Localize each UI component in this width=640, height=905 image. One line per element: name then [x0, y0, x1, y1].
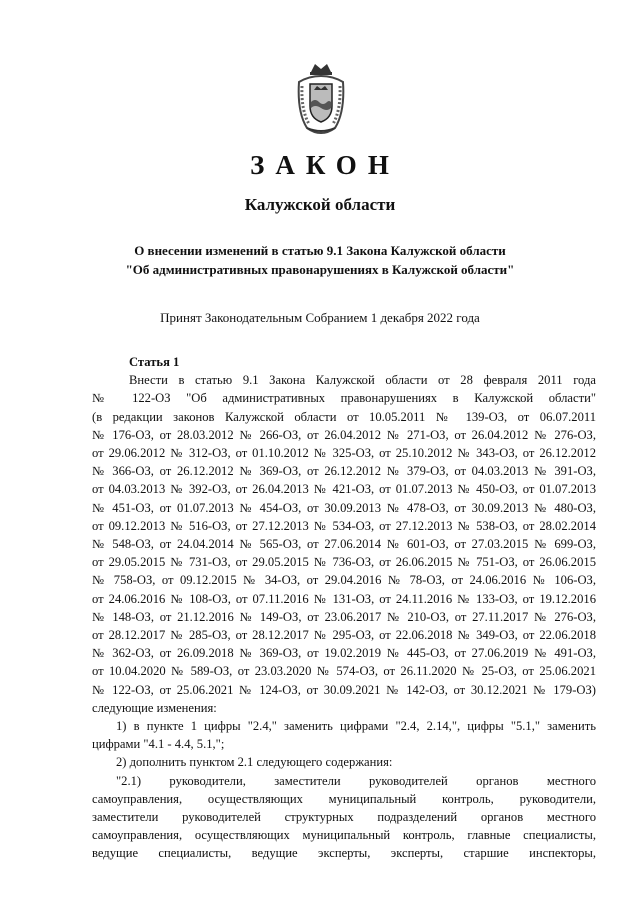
body-line: самоуправления, осуществляющих муниципальный контроль, руководители,: [92, 791, 596, 806]
body-line: № 366-ОЗ, от 26.12.2012 № 369-ОЗ, от 26.12.2012 № 379-ОЗ, от 04.03.2013 № 391-ОЗ,: [92, 464, 596, 479]
document-title: ЗАКОН: [250, 150, 400, 180]
adoption-statement: Принят Законодательным Собранием 1 декабря 2022 года: [160, 310, 480, 325]
body-line: № 122-ОЗ, от 25.06.2021 № 124-ОЗ, от 30.09.2021 № 142-ОЗ, от 30.12.2021 № 179-ОЗ): [92, 682, 596, 697]
body-line: цифрами "4.1 - 4.4, 5.1,";: [92, 737, 225, 752]
body-line: № 451-ОЗ, от 01.07.2013 № 454-ОЗ, от 30.09.2013 № 478-ОЗ, от 30.09.2013 № 480-ОЗ,: [92, 500, 596, 515]
body-line: 2) дополнить пунктом 2.1 следующего содержания:: [116, 755, 393, 770]
subject-line-1: О внесении изменений в статью 9.1 Закона Калужской области: [134, 243, 506, 258]
body-line: (в редакции законов Калужской области от 10.05.2011 № 139-ОЗ, от 06.07.2011: [92, 409, 596, 424]
document-body: [92, 353, 596, 863]
body-line: Внести в статью 9.1 Закона Калужской области от 28 февраля 2011 года: [129, 373, 596, 388]
body-line: № 758-ОЗ, от 09.12.2015 № 34-ОЗ, от 29.04.2016 № 78-ОЗ, от 24.06.2016 № 106-ОЗ,: [92, 573, 596, 588]
body-line: "2.1) руководители, заместители руководителей органов местного: [116, 773, 596, 788]
body-line: № 362-ОЗ, от 26.09.2018 № 369-ОЗ, от 19.02.2019 № 445-ОЗ, от 27.06.2019 № 491-ОЗ,: [92, 646, 596, 661]
body-line: от 09.12.2013 № 516-ОЗ, от 27.12.2013 № 534-ОЗ, от 27.12.2013 № 538-ОЗ, от 28.02.2014: [92, 518, 596, 533]
body-line: от 28.12.2017 № 285-ОЗ, от 28.12.2017 № 295-ОЗ, от 22.06.2018 № 349-ОЗ, от 22.06.2018: [92, 628, 596, 643]
body-line: № 176-ОЗ, от 28.03.2012 № 266-ОЗ, от 26.04.2012 № 271-ОЗ, от 26.04.2012 № 276-ОЗ,: [92, 427, 596, 442]
body-line: от 10.04.2020 № 589-ОЗ, от 23.03.2020 № 574-ОЗ, от 26.11.2020 № 25-ОЗ, от 25.06.2021: [92, 664, 596, 679]
body-line: № 548-ОЗ, от 24.04.2014 № 565-ОЗ, от 27.06.2014 № 601-ОЗ, от 27.03.2015 № 699-ОЗ,: [92, 537, 596, 552]
body-line: 1) в пункте 1 цифры "2.4," заменить цифрами "2.4, 2.14,", цифры "5.1," заменить: [116, 719, 596, 734]
document-subject: [0, 241, 640, 279]
article-heading: Статья 1: [129, 355, 180, 369]
body-line: от 24.06.2016 № 108-ОЗ, от 07.11.2016 № 131-ОЗ, от 24.11.2016 № 133-ОЗ, от 19.12.2016: [92, 591, 596, 606]
body-line: № 148-ОЗ, от 21.12.2016 № 149-ОЗ, от 23.06.2017 № 210-ОЗ, от 27.11.2017 № 276-ОЗ,: [92, 609, 596, 624]
subject-line-2: "Об административных правонарушениях в Калужской области": [125, 262, 515, 277]
document-region: Калужской области: [244, 195, 396, 214]
body-line: от 29.05.2015 № 731-ОЗ, от 29.05.2015 № 736-ОЗ, от 26.06.2015 № 751-ОЗ, от 26.06.2015: [92, 555, 596, 570]
body-line: следующие изменения:: [92, 700, 217, 715]
body-line: самоуправления, осуществляющих муниципальный контроль, главные специалисты,: [92, 828, 596, 843]
body-line: от 04.03.2013 № 392-ОЗ, от 26.04.2013 № 421-ОЗ, от 01.07.2013 № 450-ОЗ, от 01.07.2013: [92, 482, 596, 497]
body-line: от 29.06.2012 № 312-ОЗ, от 01.10.2012 № 325-ОЗ, от 25.10.2012 № 343-ОЗ, от 26.12.2012: [92, 446, 596, 461]
body-line: ведущие специалисты, ведущие эксперты, эксперты, старшие инспекторы,: [92, 846, 596, 861]
body-line: № 122-ОЗ "Об административных правонарушениях в Калужской области": [92, 391, 596, 406]
coat-of-arms-icon: [293, 62, 349, 138]
body-line: заместители руководителей структурных подразделений органов местного: [92, 810, 596, 825]
